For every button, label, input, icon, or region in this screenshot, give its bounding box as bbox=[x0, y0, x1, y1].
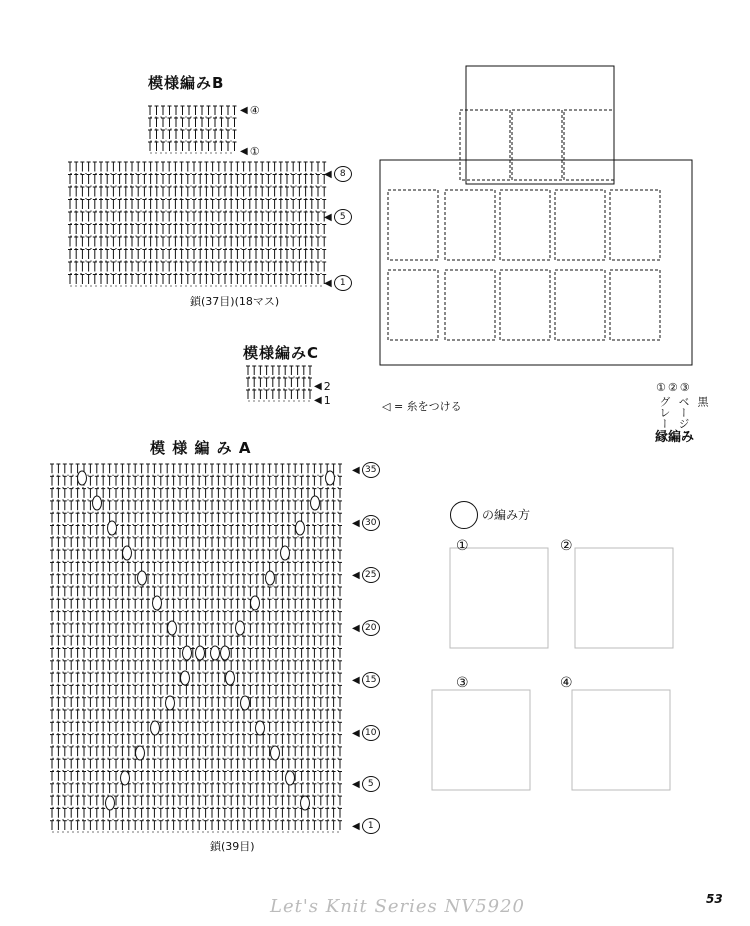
puff-stitch-21 bbox=[241, 696, 250, 710]
puff-stitch-6 bbox=[123, 546, 132, 560]
puff-stitch-icon bbox=[450, 501, 478, 529]
how-to-step-1: ① bbox=[456, 538, 469, 554]
puff-stitch-25 bbox=[271, 746, 280, 760]
edging-title: 縁編み bbox=[655, 430, 695, 445]
pattern-c-grid bbox=[246, 366, 312, 401]
pattern-a-row-30-label: ◀ 30 bbox=[352, 515, 380, 531]
puff-stitch-8 bbox=[138, 571, 147, 585]
pattern-b-row-8-label: ◀ 8 bbox=[324, 166, 352, 182]
edging-row-3: ③ bbox=[679, 381, 690, 394]
attach-yarn-note: ◁ = 糸をつける bbox=[382, 400, 462, 413]
puff-stitch-29 bbox=[301, 796, 310, 810]
puff-stitch-5 bbox=[296, 521, 305, 535]
how-to-step-3: ③ bbox=[456, 675, 469, 691]
pattern-a-row-5-label: ◀ 5 bbox=[352, 776, 380, 792]
pattern-b-row-1-label: ◀ ① bbox=[240, 145, 260, 158]
puff-stitch-9 bbox=[266, 571, 275, 585]
motif-cell-10 bbox=[500, 270, 550, 340]
pattern-a-title: 模 様 編 み A bbox=[150, 439, 252, 457]
motif-cell-1 bbox=[512, 110, 562, 180]
pattern-a-row-15-label: ◀ 15 bbox=[352, 672, 380, 688]
puff-stitch-16 bbox=[196, 646, 205, 660]
puff-stitch-12 bbox=[168, 621, 177, 635]
edging-color-beige: ベージュ bbox=[677, 396, 690, 440]
puff-stitch-11 bbox=[251, 596, 260, 610]
motif-cell-4 bbox=[445, 190, 495, 260]
puff-stitch-17 bbox=[211, 646, 220, 660]
edging-color-grey: グレー bbox=[658, 396, 671, 429]
pattern-a-row-1-label: ◀ 1 bbox=[352, 818, 380, 834]
puff-stitch-23 bbox=[256, 721, 265, 735]
how-to-step-2: ② bbox=[560, 538, 573, 554]
motif-cell-11 bbox=[555, 270, 605, 340]
how-to-step-4-illustration bbox=[572, 690, 670, 790]
pattern-c-row-2-label: ◀ 2 bbox=[314, 380, 331, 393]
pattern-b-row-5-label: ◀ 5 bbox=[324, 209, 352, 225]
puff-stitch-4 bbox=[108, 521, 117, 535]
puff-stitch-19 bbox=[226, 671, 235, 685]
puff-stitch-10 bbox=[153, 596, 162, 610]
pattern-b-title: 模様編みB bbox=[148, 74, 225, 92]
pattern-b-upper-grid bbox=[148, 106, 237, 153]
pattern-a-row-25-label: ◀ 25 bbox=[352, 567, 380, 583]
pattern-b-row-1b-label: ◀ 1 bbox=[324, 275, 352, 291]
edging-color-black: 黒 bbox=[696, 396, 709, 407]
puff-stitch-0 bbox=[78, 471, 87, 485]
edging-row-1: ① bbox=[656, 381, 666, 394]
series-footer: Let's Knit Series NV5920 bbox=[270, 896, 526, 917]
puff-stitch-14 bbox=[183, 646, 192, 660]
how-to-step-3-illustration bbox=[432, 690, 530, 790]
puff-stitch-28 bbox=[106, 796, 115, 810]
puff-stitch-20 bbox=[166, 696, 175, 710]
pattern-b-row-4-label: ◀ ④ bbox=[240, 104, 260, 117]
puff-stitch-15 bbox=[221, 646, 230, 660]
motif-cell-3 bbox=[388, 190, 438, 260]
motif-cell-7 bbox=[610, 190, 660, 260]
how-to-step-4: ④ bbox=[560, 675, 573, 691]
puff-stitch-22 bbox=[151, 721, 160, 735]
pattern-c-row-1-label: ◀ 1 bbox=[314, 394, 331, 407]
puff-stitch-1 bbox=[326, 471, 335, 485]
pattern-a-row-10-label: ◀ 10 bbox=[352, 725, 380, 741]
pattern-a-grid bbox=[50, 464, 342, 832]
puff-stitch-27 bbox=[286, 771, 295, 785]
pattern-b-chain-note: 鎖(37目)(18マス) bbox=[190, 295, 280, 308]
pattern-a-row-35-label: ◀ 35 bbox=[352, 462, 380, 478]
puff-stitch-24 bbox=[136, 746, 145, 760]
pattern-a-row-20-label: ◀ 20 bbox=[352, 620, 380, 636]
puff-stitch-7 bbox=[281, 546, 290, 560]
puff-stitch-26 bbox=[121, 771, 130, 785]
motif-cell-5 bbox=[500, 190, 550, 260]
motif-cell-2 bbox=[564, 110, 614, 180]
motif-cell-9 bbox=[445, 270, 495, 340]
puff-stitch-18 bbox=[181, 671, 190, 685]
motif-cell-12 bbox=[610, 270, 660, 340]
puff-stitch-3 bbox=[311, 496, 320, 510]
page-number: 53 bbox=[706, 892, 723, 906]
how-to-title: の編み方 bbox=[482, 508, 531, 522]
puff-stitch-13 bbox=[236, 621, 245, 635]
pattern-c-title: 模様編みC bbox=[243, 344, 320, 362]
motif-cell-6 bbox=[555, 190, 605, 260]
how-to-step-1-illustration bbox=[450, 548, 548, 648]
motif-cell-0 bbox=[460, 110, 510, 180]
edging-row-2: ② bbox=[667, 381, 678, 394]
motif-cell-8 bbox=[388, 270, 438, 340]
how-to-step-2-illustration bbox=[575, 548, 673, 648]
pattern-b-main-grid bbox=[68, 162, 326, 286]
motif-top-tab bbox=[466, 66, 614, 184]
pattern-a-chain-note: 鎖(39目) bbox=[210, 840, 255, 853]
puff-stitch-2 bbox=[93, 496, 102, 510]
motif-border bbox=[380, 160, 692, 365]
edging-row-numbers bbox=[656, 381, 690, 394]
